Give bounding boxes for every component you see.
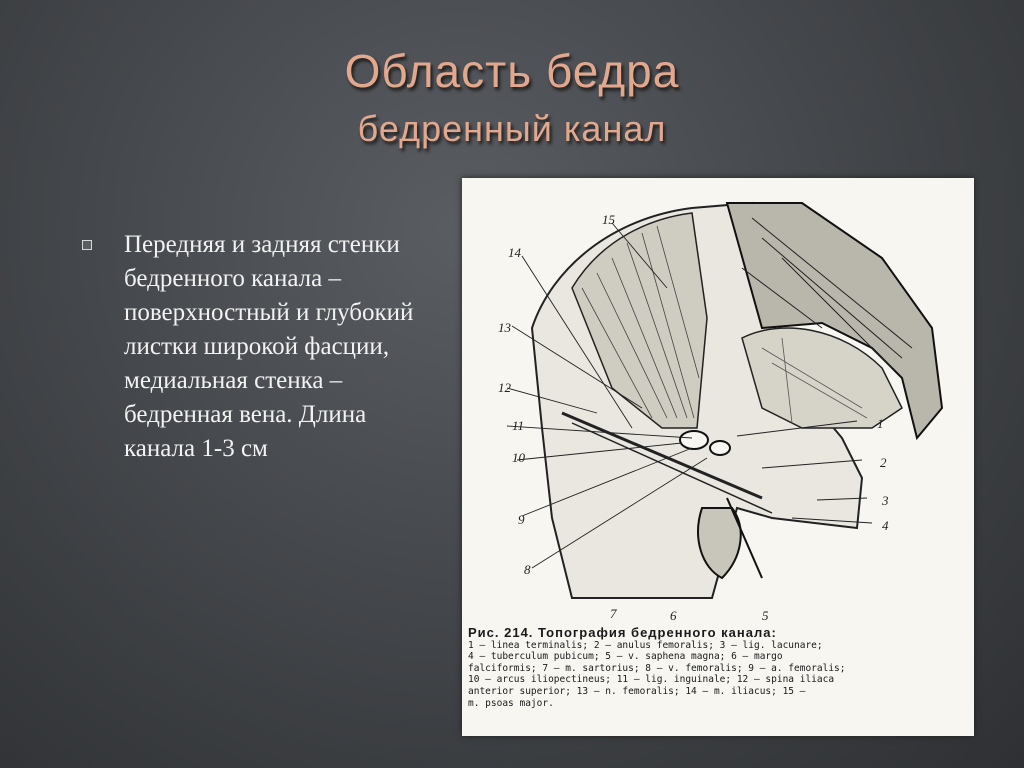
anatomy-illustration	[462, 178, 974, 623]
figure-label: 15	[602, 212, 615, 227]
figure-label: 7	[610, 606, 617, 621]
figure-label: 11	[512, 418, 525, 433]
caption-title: Рис. 214. Топография бедренного канала:	[468, 625, 777, 640]
figure-label: 6	[670, 608, 677, 623]
caption-line: 10 — arcus iliopectineus; 11 — lig. inguinale; 12 — spina iliaca	[468, 674, 835, 686]
figure-label: 5	[762, 608, 769, 623]
slide-title: Область бедра	[344, 45, 680, 97]
caption-line: 1 — linea terminalis; 2 — anulus femoralis; 3 — lig. lacunare;	[468, 639, 823, 651]
caption-line: 4 — tuberculum pubicum; 5 — v. saphena magna; 6 — margo	[468, 651, 783, 663]
bullet-square-icon	[82, 240, 92, 250]
figure-label: 1	[877, 416, 884, 431]
figure-label: 2	[880, 455, 887, 470]
figure-caption	[468, 627, 970, 709]
figure-label: 10	[512, 450, 525, 465]
figure-label: 8	[524, 562, 531, 577]
caption-line: falciformis; 7 — m. sartorius; 8 — v. femoralis; 9 — a. femoralis;	[468, 662, 846, 674]
caption-line: anterior superior; 13 — n. femoralis; 14 — m. iliacus; 15 —	[468, 685, 806, 697]
slide-subtitle: бедренный канал	[357, 108, 667, 149]
caption-line: m. psoas major.	[468, 697, 554, 709]
figure-label: 9	[518, 512, 525, 527]
figure-label: 14	[508, 245, 521, 260]
figure-label: 4	[882, 518, 889, 533]
figure-label: 3	[882, 493, 889, 508]
figure-label: 12	[498, 380, 511, 395]
figure-label: 13	[498, 320, 511, 335]
bullet-text: Передняя и задняя стенки бедренного канала – поверхностный и глубокий листки широкой фасции, медиальная стенка – бедренная вена. Длина канала 1-3 см	[124, 231, 414, 462]
